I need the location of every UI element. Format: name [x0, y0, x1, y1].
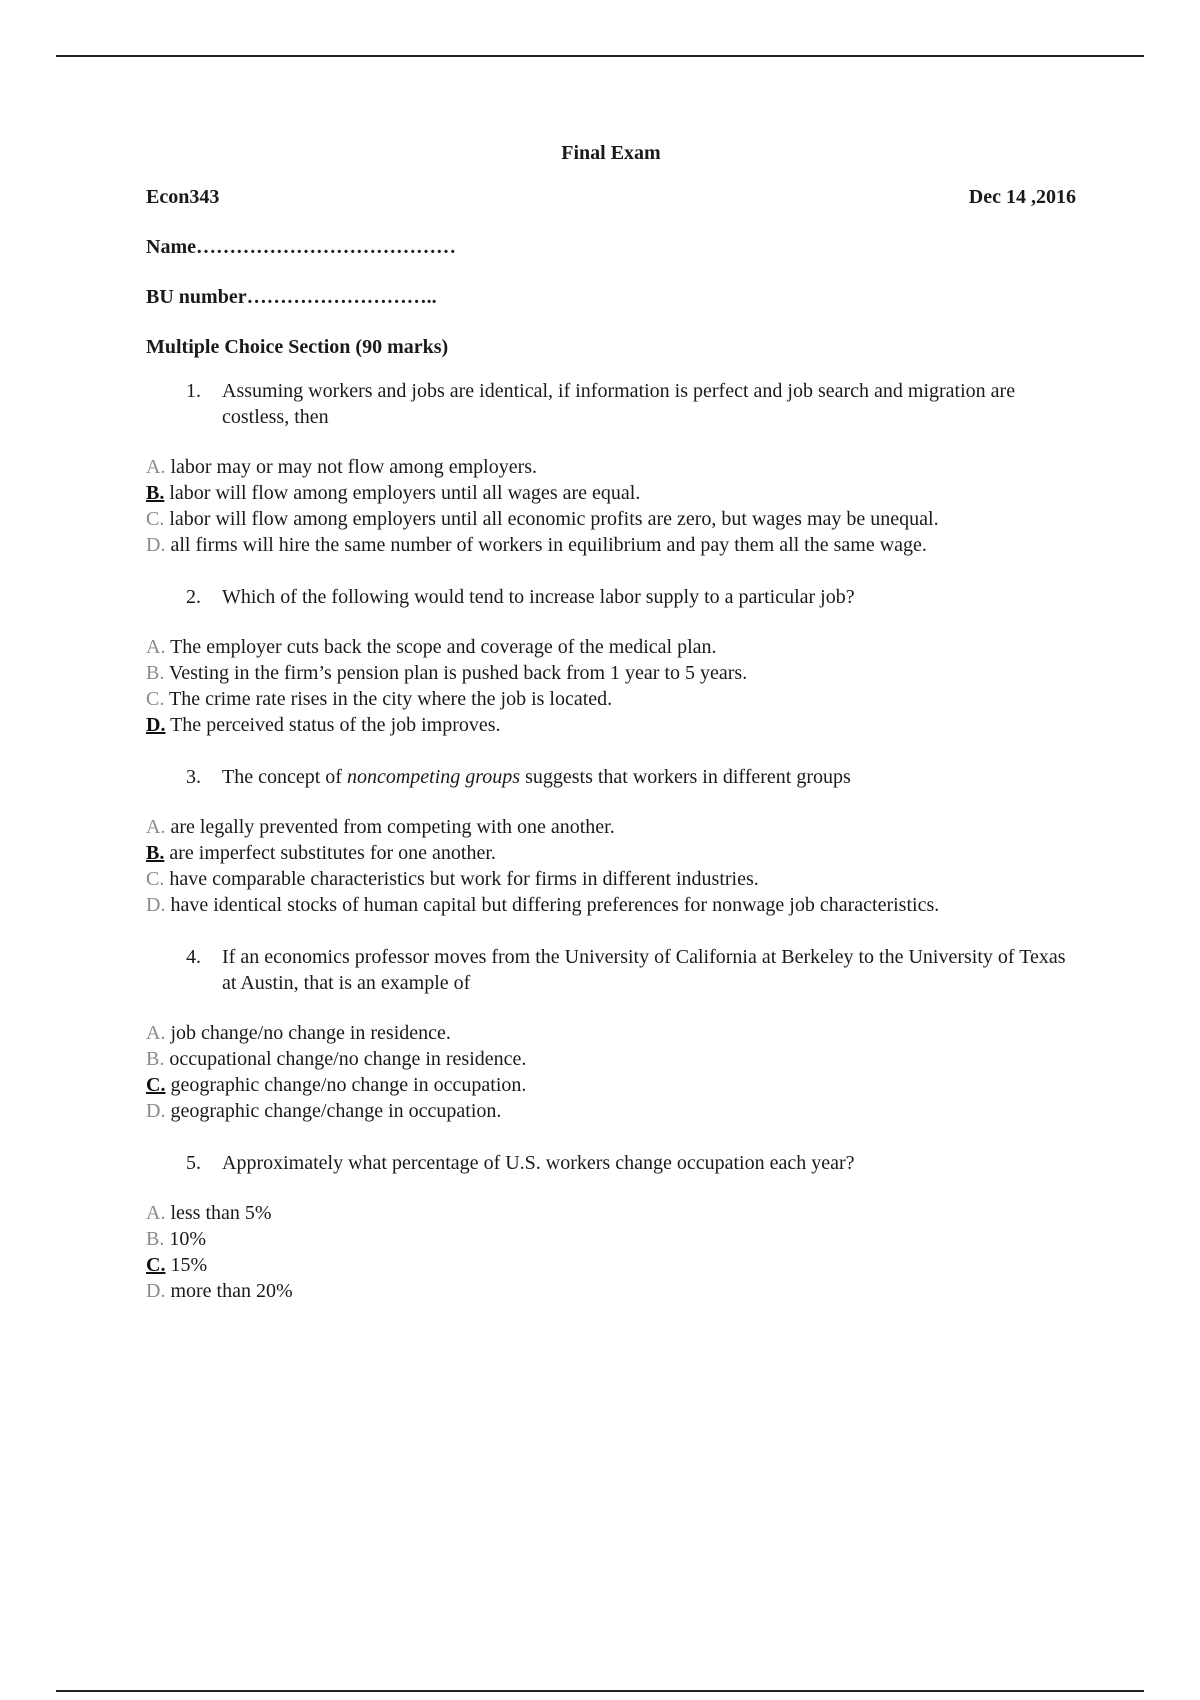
answer-options [146, 814, 1076, 918]
answer-option [146, 814, 1076, 840]
option-letter: B. [146, 1048, 165, 1070]
answer-option [146, 480, 1076, 506]
question-text-part: The concept of [222, 766, 347, 788]
answer-option [146, 1252, 1076, 1278]
question-stem [186, 764, 1076, 790]
option-text: labor may or may not flow among employers. [170, 456, 538, 478]
question-stem [186, 584, 1076, 610]
answer-option [146, 454, 1076, 480]
question-block [146, 584, 1076, 738]
bottom-rule [56, 1690, 1144, 1692]
correct-option-letter: C. [146, 1254, 166, 1276]
answer-options [146, 1200, 1076, 1304]
answer-option [146, 686, 1076, 712]
question-text-part: Assuming workers and jobs are identical, if information is perfect and job search and migration are costless, then [222, 380, 1016, 428]
option-letter: D. [146, 1280, 166, 1302]
answer-option [146, 532, 1076, 558]
exam-page [146, 140, 1076, 1330]
option-letter: C. [146, 508, 165, 530]
question-block [146, 944, 1076, 1124]
option-text: geographic change/no change in occupation. [170, 1074, 527, 1096]
option-text: more than 20% [170, 1280, 293, 1302]
option-text: job change/no change in residence. [170, 1022, 451, 1044]
option-letter: A. [146, 456, 166, 478]
top-rule [56, 55, 1144, 57]
option-letter: D. [146, 534, 166, 556]
question-text [222, 378, 1076, 430]
option-letter: D. [146, 894, 166, 916]
answer-option [146, 506, 1076, 532]
option-letter: A. [146, 816, 166, 838]
question-text-part: suggests that workers in different groups [520, 766, 851, 788]
correct-option-letter: C. [146, 1074, 166, 1096]
option-text: are legally prevented from competing with one another. [170, 816, 615, 838]
option-text: 10% [169, 1228, 207, 1250]
exam-title: Final Exam [561, 142, 661, 164]
answer-option [146, 1200, 1076, 1226]
answer-option [146, 1226, 1076, 1252]
answer-option [146, 1278, 1076, 1304]
option-text: all firms will hire the same number of workers in equilibrium and pay them all the same wage. [170, 534, 927, 556]
name-field: Name………………………………… [146, 236, 456, 258]
question-text [222, 944, 1076, 996]
course-row [146, 184, 1076, 210]
question-block [146, 764, 1076, 918]
option-text: have identical stocks of human capital but differing preferences for nonwage job characteristics. [170, 894, 940, 916]
answer-option [146, 892, 1076, 918]
answer-option [146, 634, 1076, 660]
option-text: occupational change/no change in residence. [169, 1048, 527, 1070]
option-text: Vesting in the firm’s pension plan is pushed back from 1 year to 5 years. [168, 662, 748, 684]
option-letter: A. [146, 1202, 166, 1224]
question-text-part: Which of the following would tend to increase labor supply to a particular job? [222, 586, 855, 608]
correct-option-letter: D. [146, 714, 166, 736]
question-text-emphasis: noncompeting groups [346, 766, 521, 788]
question-list [146, 378, 1076, 1304]
option-letter: C. [146, 688, 165, 710]
option-letter: C. [146, 868, 165, 890]
question-text [222, 764, 1076, 790]
bu-number-field: BU number……………………….. [146, 286, 437, 308]
option-text: geographic change/change in occupation. [170, 1100, 502, 1122]
question-stem [186, 378, 1076, 430]
option-text: The crime rate rises in the city where the job is located. [168, 688, 613, 710]
question-text-part: Approximately what percentage of U.S. workers change occupation each year? [222, 1152, 855, 1174]
question-number: 3. [186, 766, 201, 788]
question-text-part: If an economics professor moves from the University of California at Berkeley to the University of Texas at Austin, that is an example of [222, 946, 1066, 994]
answer-option [146, 1020, 1076, 1046]
question-block [146, 1150, 1076, 1304]
option-letter: D. [146, 1100, 166, 1122]
correct-option-letter: B. [146, 482, 165, 504]
question-number: 2. [186, 586, 201, 608]
section-title: Multiple Choice Section (90 marks) [146, 336, 449, 358]
option-text: have comparable characteristics but work for firms in different industries. [169, 868, 759, 890]
course-code: Econ343 [146, 186, 220, 208]
answer-options [146, 1020, 1076, 1124]
question-number: 4. [186, 946, 201, 968]
question-number: 1. [186, 380, 201, 402]
answer-options [146, 454, 1076, 558]
answer-option [146, 866, 1076, 892]
question-stem [186, 944, 1076, 996]
question-text [222, 584, 1076, 610]
answer-option [146, 712, 1076, 738]
option-text: 15% [170, 1254, 208, 1276]
answer-option [146, 1098, 1076, 1124]
answer-options [146, 634, 1076, 738]
option-letter: B. [146, 1228, 165, 1250]
answer-option [146, 1072, 1076, 1098]
answer-option [146, 840, 1076, 866]
question-number: 5. [186, 1152, 201, 1174]
option-text: are imperfect substitutes for one another. [169, 842, 496, 864]
answer-option [146, 1046, 1076, 1072]
answer-option [146, 660, 1076, 686]
exam-date: Dec 14 ,2016 [968, 186, 1076, 208]
question-stem [186, 1150, 1076, 1176]
option-letter: A. [146, 1022, 166, 1044]
option-text: labor will flow among employers until all wages are equal. [169, 482, 641, 504]
option-letter: B. [146, 662, 165, 684]
correct-option-letter: B. [146, 842, 165, 864]
option-text: The employer cuts back the scope and coverage of the medical plan. [170, 636, 717, 658]
option-text: labor will flow among employers until all economic profits are zero, but wages may be unequal. [169, 508, 939, 530]
option-text: The perceived status of the job improves. [170, 714, 501, 736]
option-letter: A. [146, 636, 166, 658]
question-text [222, 1150, 1076, 1176]
question-block [146, 378, 1076, 558]
option-text: less than 5% [170, 1202, 272, 1224]
